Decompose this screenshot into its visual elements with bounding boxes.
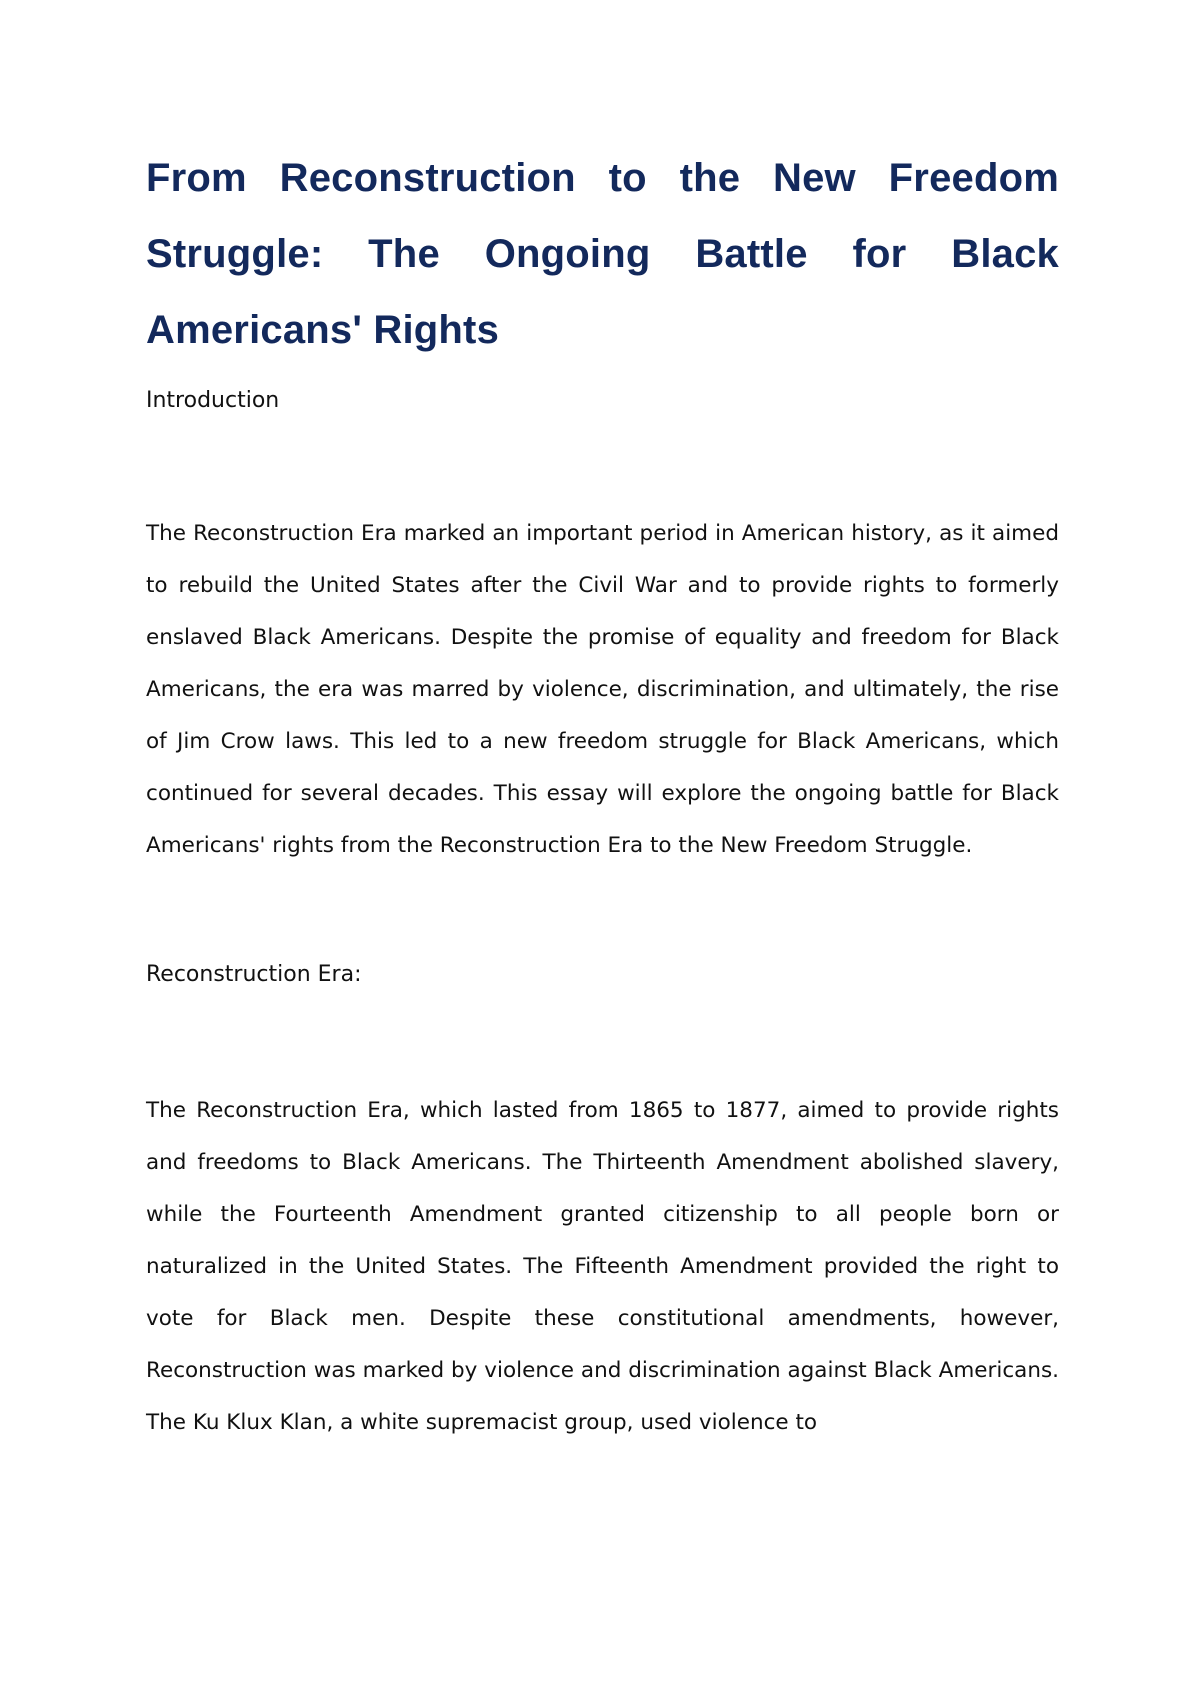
- section-heading-reconstruction-era: Reconstruction Era:: [146, 962, 362, 987]
- paragraph-introduction: The Reconstruction Era marked an important period in American history, as it aimed to rebuild the United States after the Civil War and to provide rights to formerly enslaved Black Americans. Despite the promise of equality and freedom for Black Americans, the era was marred by violence, discrimination, and ultimately, the rise of Jim Crow laws. This led to a new freedom struggle for Black Americans, which continued for several decades. This essay will explore the ongoing battle for Black Americans' rights from the Reconstruction Era to the New Freedom Struggle.: [146, 521, 1059, 858]
- document-title: From Reconstruction to the New Freedom Struggle: The Ongoing Battle for Black Americans' Rights: [146, 156, 1059, 352]
- document-content: [146, 140, 1059, 1449]
- section-heading-introduction: Introduction: [146, 388, 280, 413]
- paragraph-reconstruction-era: The Reconstruction Era, which lasted from 1865 to 1877, aimed to provide rights and freedoms to Black Americans. The Thirteenth Amendment abolished slavery, while the Fourteenth Amendment granted citizenship to all people born or naturalized in the United States. The Fifteenth Amendment provided the right to vote for Black men. Despite these constitutional amendments, however, Reconstruction was marked by violence and discrimination against Black Americans. The Ku Klux Klan, a white supremacist group, used violence to: [146, 1098, 1059, 1435]
